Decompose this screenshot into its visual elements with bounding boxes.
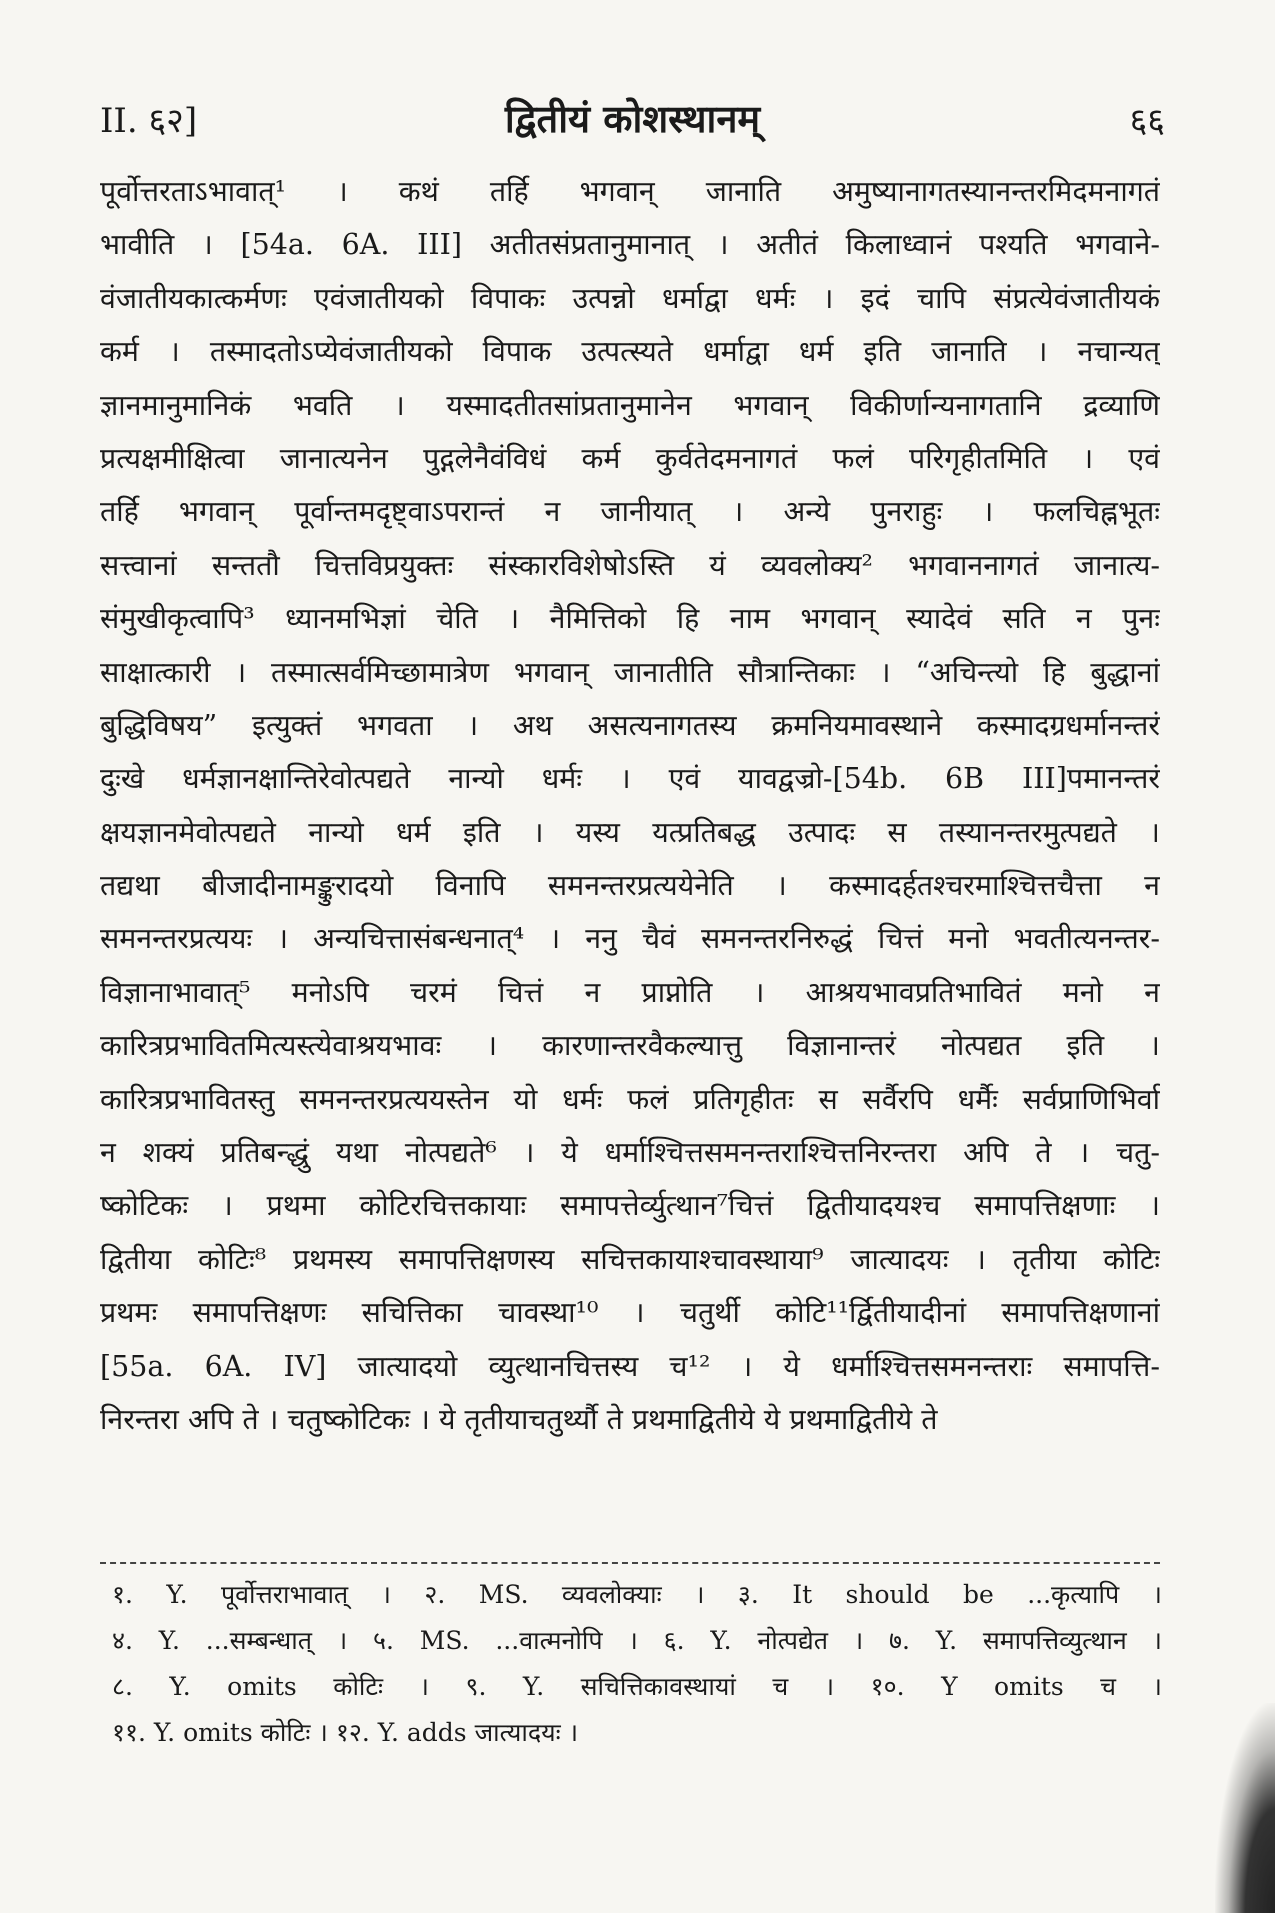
- text-line: सत्त्वानां सन्ततौ चित्तविप्रयुक्तः संस्कारविशेषोऽस्ति यं व्यवलोक्य² भगवाननागतं जानात्य-: [100, 548, 1160, 582]
- text-line: कारित्रप्रभावितस्तु समनन्तरप्रत्ययस्तेन यो धर्मः फलं प्रतिगृहीतः स सर्वैरपि धर्मैः सर्वप्राणिभिर्वा: [100, 1082, 1160, 1116]
- text-line: कारित्रप्रभावितमित्यस्त्येवाश्रयभावः । कारणान्तरवैकल्यात्तु विज्ञानान्तरं नोत्पद्यत इति ।: [100, 1029, 1160, 1063]
- text-line: साक्षात्कारी । तस्मात्सर्वमिच्छामात्रेण भगवान् जानातीति सौत्रान्तिकाः । “अचिन्त्यो हि बुद्धानां: [100, 655, 1160, 689]
- text-line: दुःखे धर्मज्ञानक्षान्तिरेवोत्पद्यते नान्यो धर्मः । एवं यावद्वज्रो-[54b. 6B III]पमानन्तरं: [100, 762, 1160, 796]
- main-text: [100, 165, 1160, 1446]
- text-line: द्वितीया कोटिः⁸ प्रथमस्य समापत्तिक्षणस्य सचित्तकायाश्चावस्थाया⁹ जात्यादयः । तृतीया कोटिः: [100, 1242, 1160, 1276]
- text-line: क्षयज्ञानमेवोत्पद्यते नान्यो धर्म इति । यस्य यत्प्रतिबद्ध उत्पादः स तस्यानन्तरमुत्पद्यते ।: [100, 815, 1160, 849]
- text-line: तर्हि भगवान् पूर्वान्तमदृष्ट्वाऽपरान्तं न जानीयात् । अन्ये पुनराहुः । फलचिह्नभूतः: [100, 495, 1160, 529]
- text-line: तद्यथा बीजादीनामङ्कुरादयो विनापि समनन्तरप्रत्ययेनेति । कस्मादर्हतश्चरमाश्चित्तचैत्ता न: [100, 869, 1160, 903]
- text-line: समनन्तरप्रत्ययः । अन्यचित्तासंबन्धनात्⁴ । ननु चैवं समनन्तरनिरुद्धं चित्तं मनो भवतीत्यनन्तर-: [100, 922, 1160, 956]
- running-title: द्वितीयं कोशस्थानम्: [504, 96, 761, 141]
- text-line: [55a. 6A. IV] जात्यादयो व्युत्थानचित्तस्य च¹² । ये धर्माश्चित्तसमनन्तराः समापत्ति-: [100, 1349, 1160, 1383]
- text-line: ष्कोटिकः । प्रथमा कोटिरचित्तकायाः समापत्तेर्व्युत्थान⁷चित्तं द्वितीयादयश्च समापत्तिक्षणाः ।: [100, 1189, 1160, 1223]
- footnotes: [112, 1572, 1162, 1756]
- footnote-separator: [100, 1562, 1160, 1564]
- text-line: वंजातीयकात्कर्मणः एवंजातीयको विपाकः उत्पन्नो धर्माद्वा धर्मः । इदं चापि संप्रत्येवंजातीयकं: [100, 281, 1160, 315]
- text-line: बुद्धिविषय” इत्युक्तं भगवता । अथ असत्यनागतस्य क्रमनियमावस्थाने कस्मादग्रधर्मानन्तरं: [100, 708, 1160, 742]
- footnote-line: १. Y. पूर्वोत्तराभावात् । २. MS. व्यवलोक्याः । ३. It should be ...कृत्यापि ।: [112, 1580, 1162, 1609]
- text-line: पूर्वोत्तरताऽभावात्¹ । कथं तर्हि भगवान् जानाति अमुष्यानागतस्यानन्तरमिदमनागतं: [100, 175, 1160, 208]
- page-number: ६६: [1129, 101, 1165, 141]
- text-line: न शक्यं प्रतिबन्द्धुं यथा नोत्पद्यते⁶ । ये धर्माश्चित्तसमनन्तराश्चित्तनिरन्तरा अपि ते । चतु-: [100, 1136, 1160, 1170]
- section-reference: II. ६२]: [100, 101, 198, 141]
- text-line: प्रथमः समापत्तिक्षणः सचित्तिका चावस्था¹⁰ । चतुर्थी कोटि¹¹र्द्वितीयादीनां समापत्तिक्षणानां: [100, 1296, 1160, 1330]
- text-line: निरन्तरा अपि ते । चतुष्कोटिकः । ये तृतीयाचतुर्थ्यौ ते प्रथमाद्वितीये ये प्रथमाद्वितीये ते: [100, 1402, 938, 1436]
- page-header: [100, 92, 1165, 144]
- text-line: संमुखीकृत्वापि³ ध्यानमभिज्ञां चेति । नैमित्तिको हि नाम भगवान् स्यादेवं सति न पुनः: [100, 602, 1160, 636]
- footnote-line: ११. Y. omits कोटिः । १२. Y. adds जात्यादयः ।: [112, 1718, 579, 1747]
- footnote-line: ४. Y. ...सम्बन्धात् । ५. MS. ...वात्मनोपि । ६. Y. नोत्पद्येत । ७. Y. समापत्तिव्युत्थान ।: [112, 1626, 1162, 1655]
- footnote-line: ८. Y. omits कोटिः । ९. Y. सचित्तिकावस्थायां च । १०. Y omits च ।: [112, 1672, 1162, 1701]
- text-line: प्रत्यक्षमीक्षित्वा जानात्यनेन पुद्गलेनैवंविधं कर्म कुर्वतेदमनागतं फलं परिगृहीतमिति । एवं: [100, 441, 1160, 475]
- text-line: विज्ञानाभावात्⁵ मनोऽपि चरमं चित्तं न प्राप्नोति । आश्रयभावप्रतिभावितं मनो न: [100, 975, 1160, 1009]
- text-line: कर्म । तस्मादतोऽप्येवंजातीयको विपाक उत्पत्स्यते धर्माद्वा धर्म इति जानाति । नचान्यत्: [100, 335, 1160, 369]
- text-line: ज्ञानमानुमानिकं भवति । यस्मादतीतसांप्रतानुमानेन भगवान् विकीर्णान्यनागतानि द्रव्याणि: [100, 388, 1160, 422]
- text-line: भावीति । [54a. 6A. III] अतीतसंप्रतानुमानात् । अतीतं किलाध्वानं पश्यति भगवाने-: [100, 228, 1160, 262]
- page-corner-shadow: [1215, 1703, 1275, 1913]
